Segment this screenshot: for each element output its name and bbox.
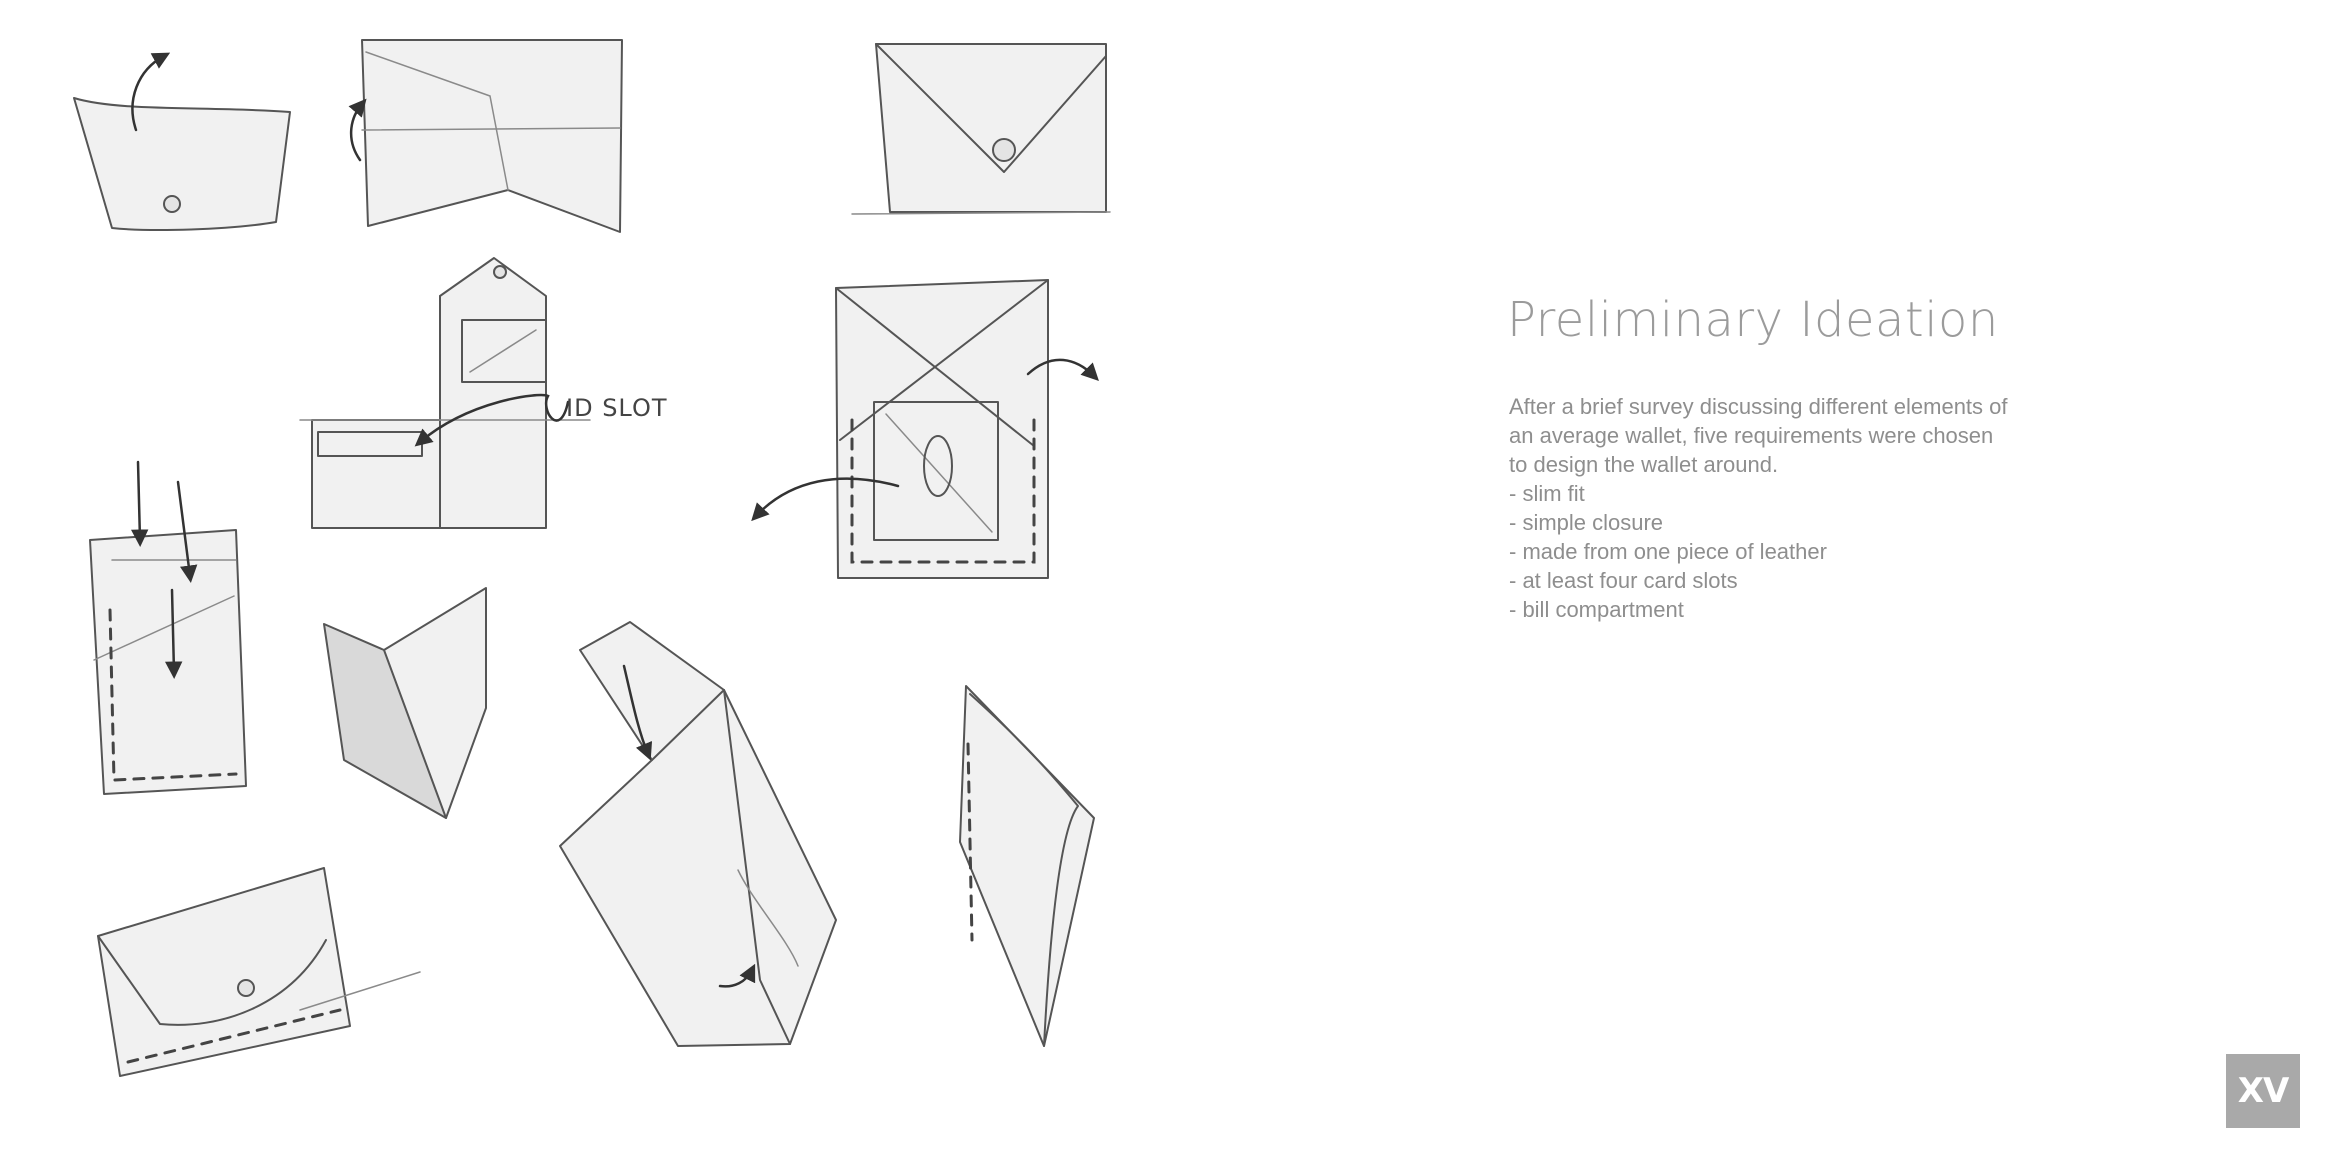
requirement-item: - made from one piece of leather xyxy=(1509,539,1827,564)
page-number-badge: XV xyxy=(2226,1054,2300,1128)
curved-card-sleeve-sketch xyxy=(960,686,1094,1046)
snap-pouch-sketch xyxy=(98,868,420,1076)
curved-pouch-sketch xyxy=(74,56,290,230)
requirement-item: - simple closure xyxy=(1509,510,1664,535)
page-title: Preliminary Ideation xyxy=(1507,292,1999,348)
requirement-item: - bill compartment xyxy=(1509,597,1684,622)
requirements-list xyxy=(1509,479,1827,624)
diagonal-pocket-sketch xyxy=(756,280,1094,578)
vertical-sleeve-sketch xyxy=(90,462,246,794)
angled-fold-sketch xyxy=(560,622,836,1046)
folded-bifold-sketch xyxy=(351,40,622,232)
id-slot-annotation: ID SLOT xyxy=(566,394,668,422)
id-slot-cross-sketch xyxy=(300,258,668,528)
intro-paragraph xyxy=(1509,392,2129,479)
envelope-flap-sketch xyxy=(852,44,1110,214)
requirement-item: - at least four card slots xyxy=(1509,568,1738,593)
intro-line: an average wallet, five requirements were chosen xyxy=(1509,423,1994,448)
open-bifold-sketch xyxy=(324,588,486,818)
intro-line: After a brief survey discussing different elements of xyxy=(1509,394,2008,419)
intro-line: to design the wallet around. xyxy=(1509,452,1779,477)
requirement-item: - slim fit xyxy=(1509,481,1585,506)
